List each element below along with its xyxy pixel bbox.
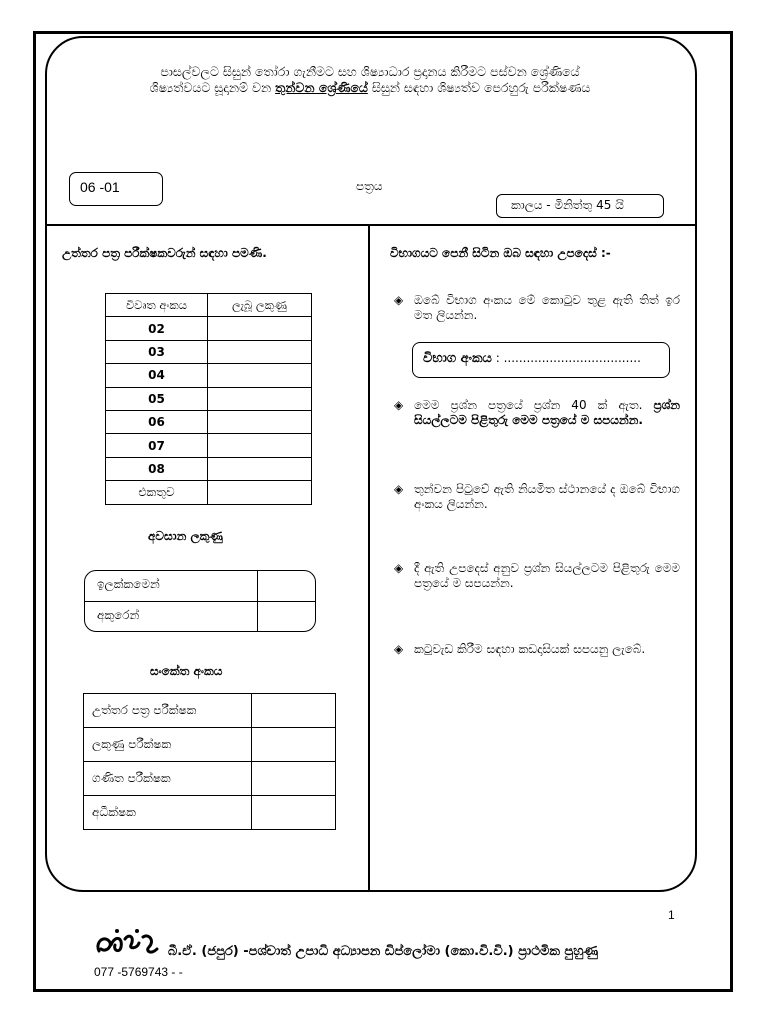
phone-number: 077 -5769743 - - [94,965,183,979]
index-number-label: විභාග අංකය [423,351,492,366]
index-number-dots: : .................................... [491,351,641,365]
instruction-5 [394,642,680,657]
index-number-box[interactable] [412,342,670,378]
question-number-header: විවෘත අංකය [106,294,208,317]
marks-cell[interactable] [208,387,312,410]
grade-highlight: තුන්වන ශ්‍රේණියේ [275,80,368,95]
question-number: 05 [106,387,208,410]
intro-line-1: පාසල්වලට සිසුන් තෝරා ගැනීමට සහ ශිෂ්‍යාධාර ප්‍රදානය කිරීමට පස්වන ශ්‍රේණියේ [160,64,580,79]
column-divider [368,224,370,892]
final-marks-digits-label: ඉලක්කමෙන් [97,577,160,591]
diamond-bullet-icon: ◈ [394,482,404,496]
intro-line-2-end: සිසුන් සඳහා ශිෂ්‍යත්ව පෙරහුරු පරීක්ෂණය [367,80,591,95]
page-number: 1 [668,908,675,922]
diamond-bullet-icon: ◈ [394,398,404,412]
marks-cell[interactable] [208,317,312,340]
paper-label: පත්‍රය [356,179,383,193]
question-number: 04 [106,364,208,387]
instruction-text-plain: මෙම ප්‍රශ්න පත්‍රයේ ප්‍රශ්න 40 ක් ඇත. [414,398,643,412]
table-row [106,457,312,480]
role-label: ගණිත පරීක්ෂක [84,762,252,796]
intro-line-2 [55,80,685,96]
table-row [84,796,336,830]
total-marks-cell[interactable] [208,481,312,504]
question-number: 03 [106,340,208,363]
marks-header: ලැබූ ලකුණු [208,294,312,317]
table-row [106,317,312,340]
role-label: උත්තර පත්‍ර පරීක්ෂක [84,694,252,728]
role-label: අධීක්ෂක [84,796,252,830]
marks-cell[interactable] [208,410,312,433]
marks-cell[interactable] [208,457,312,480]
question-number: 02 [106,317,208,340]
total-row [106,481,312,504]
examiner-heading: උත්තර පත්‍ර පරීක්ෂකවරුන් සඳහා පමණි. [62,246,267,260]
code-cell[interactable] [252,694,336,728]
instruction-2 [394,398,680,428]
code-cell[interactable] [252,796,336,830]
marks-cell[interactable] [208,340,312,363]
table-row [84,728,336,762]
examiner-code-table [83,693,336,830]
final-marks-words-label: අකුරෙන් [85,601,315,631]
table-row [84,694,336,728]
instruction-3 [394,482,680,512]
code-cell[interactable] [252,762,336,796]
instructions-heading: විභාගයට පෙනී සිටින ඔබ සඳහා උපදෙස් :- [390,246,611,260]
score-table-header [106,294,312,317]
question-number: 08 [106,457,208,480]
code-number-title: සංකේත අංකය [150,664,223,678]
diamond-bullet-icon: ◈ [394,293,404,307]
final-marks-divider [257,571,258,631]
instruction-text: ඔබේ විභාග අංකය මේ කොටුව තුළ ඇති තිත් ඉර මත ලියන්න. [414,293,680,322]
author-credentials: බී.ඒ. (ජපුර) -පශ්චාත් උපාධි අධ්‍යාපන ඩිප්ලෝමා (කො.වි.වි.) ප්‍රාථමික පුහුණු [168,944,599,959]
header-divider [45,224,697,226]
exam-intro [55,64,685,96]
table-row [106,387,312,410]
instruction-1 [394,293,680,323]
instruction-text [414,398,680,428]
code-cell[interactable] [252,728,336,762]
final-marks-title: අවසාන ලකුණු [148,529,223,543]
role-label: ලකුණු පරීක්ෂක [84,728,252,762]
table-row [106,340,312,363]
instruction-text-bold: ප්‍රශ්න සියල්ලටම පිළිතුරු මෙම පත්‍රයේ ම සපයන්න. [414,398,680,427]
instruction-4 [394,561,680,591]
diamond-bullet-icon: ◈ [394,561,404,575]
score-table [105,293,312,505]
author-logo [93,925,161,959]
time-box: කාලය - මිනිත්තු 45 යි [496,194,664,218]
diamond-bullet-icon: ◈ [394,642,404,656]
final-marks-box [84,570,316,632]
instruction-text: දී ඇති උපදෙස් අනුව ප්‍රශ්න සියල්ලටම පිළිතුරු මෙම පත්‍රයේ ම සපයන්න. [414,561,680,590]
marks-cell[interactable] [208,364,312,387]
marks-cell[interactable] [208,434,312,457]
total-label: එකතුව [106,481,208,504]
table-row [106,364,312,387]
instruction-text: තුන්වන පිටුවේ ඇති නියමිත ස්ථානයේ ද ඔබේ විභාග අංකය ලියන්න. [414,482,680,511]
table-row [106,434,312,457]
question-number: 07 [106,434,208,457]
table-row [106,410,312,433]
paper-code-box: 06 -01 [69,172,163,206]
question-number: 06 [106,410,208,433]
table-row [84,762,336,796]
intro-line-2-start: ශිෂ්‍යත්වයට සූදානම් වන [149,80,276,95]
instruction-text: කටුවැඩ කිරීම සඳහා කඩදාසියක් සපයනු ලැබේ. [414,642,646,656]
